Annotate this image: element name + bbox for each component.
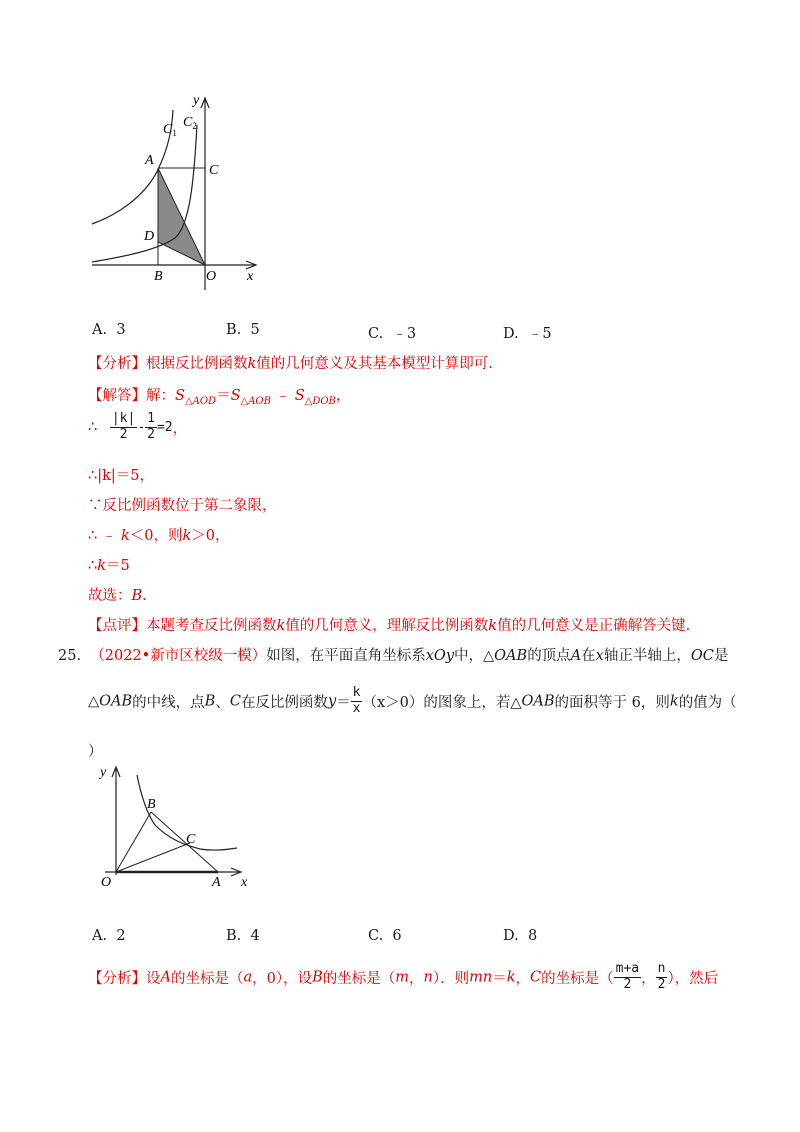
segment-ba (151, 812, 218, 872)
segment-oc (116, 843, 190, 872)
label-x: x (247, 269, 254, 284)
q24-choose-line: 故选：B. (88, 588, 147, 604)
q25-option-d: D. 8 (503, 928, 538, 944)
q24-comment: 【点评】本题考查反比例函数k值的几何意义，理解反比例函数k值的几何意义是正确解答关键. (88, 618, 691, 634)
shaded-triangle-aod (158, 168, 205, 265)
q25-analysis: 【分析】设A的坐标是（a，0），设B的坐标是（m，n）．则mn＝k，C的坐标是（ $\frac{m+a}{2}$ ， $\frac{n}{2}$ ），然后 (88, 961, 719, 992)
label-c: C (209, 163, 219, 178)
label-y: y (193, 93, 200, 108)
label-d: D (144, 229, 155, 244)
label-b: B (154, 269, 163, 284)
label-c2: $C_2$ (183, 115, 197, 131)
q25-stem-line-3: ） (88, 744, 103, 760)
q25-option-b: B. 4 (226, 928, 260, 944)
q25-option-a: A. 2 (92, 928, 126, 944)
label-y: y (100, 765, 107, 780)
q24-k-value-line: ∴k＝5 (88, 558, 130, 574)
label-c: C (186, 832, 196, 847)
figure-2-triangle-graph (92, 762, 257, 897)
label-o: O (101, 875, 112, 890)
q25-option-c: C. 6 (368, 928, 402, 944)
label-b: B (147, 797, 156, 812)
q24-answer-line: 【解答】解：$S_{\triangle AOD}=S_{\triangle AOB}$ ﹣ $S_{\triangle DOB}$， (88, 388, 351, 407)
q24-fraction-line: ∴ $\frac{|k|}{2}$ - $\frac{1}{2}$ =2， (88, 411, 188, 442)
label-a: A (145, 153, 154, 168)
q24-option-d: D. ﹣5 (503, 326, 552, 342)
label-a: A (212, 875, 221, 890)
q25-stem-line-2: △OAB的中线，点B、C在反比例函数y＝ $\frac{k}{x}$ （x＞0）的图象上，若△OAB的面积等于 6，则k的值为（ (88, 685, 737, 716)
q25-stem-line-1: 25. （2022•新市区校级一模）如图，在平面直角坐标系xOy中，△OAB的顶点A在x轴正半轴上，OC是 (58, 648, 729, 664)
q24-option-b: B. 5 (226, 322, 260, 338)
q24-option-a: A. 3 (92, 322, 126, 338)
figure-1-reciprocal-graph (80, 90, 270, 295)
label-c1: $C_1$ (163, 122, 177, 138)
segment-ob (116, 812, 151, 872)
label-o: O (206, 269, 217, 284)
q24-analysis: 【分析】根据反比例函数k值的几何意义及其基本模型计算即可. (88, 356, 493, 372)
q24-option-c: C. ﹣3 (368, 326, 417, 342)
q24-negative-k-line: ∴ ﹣ k＜0，则k＞0， (88, 528, 230, 544)
q24-quadrant-line: ∵反比例函数位于第二象限， (88, 498, 277, 514)
q24-abs-k-line: ∴|k|＝5， (88, 468, 155, 484)
label-x: x (241, 875, 248, 890)
